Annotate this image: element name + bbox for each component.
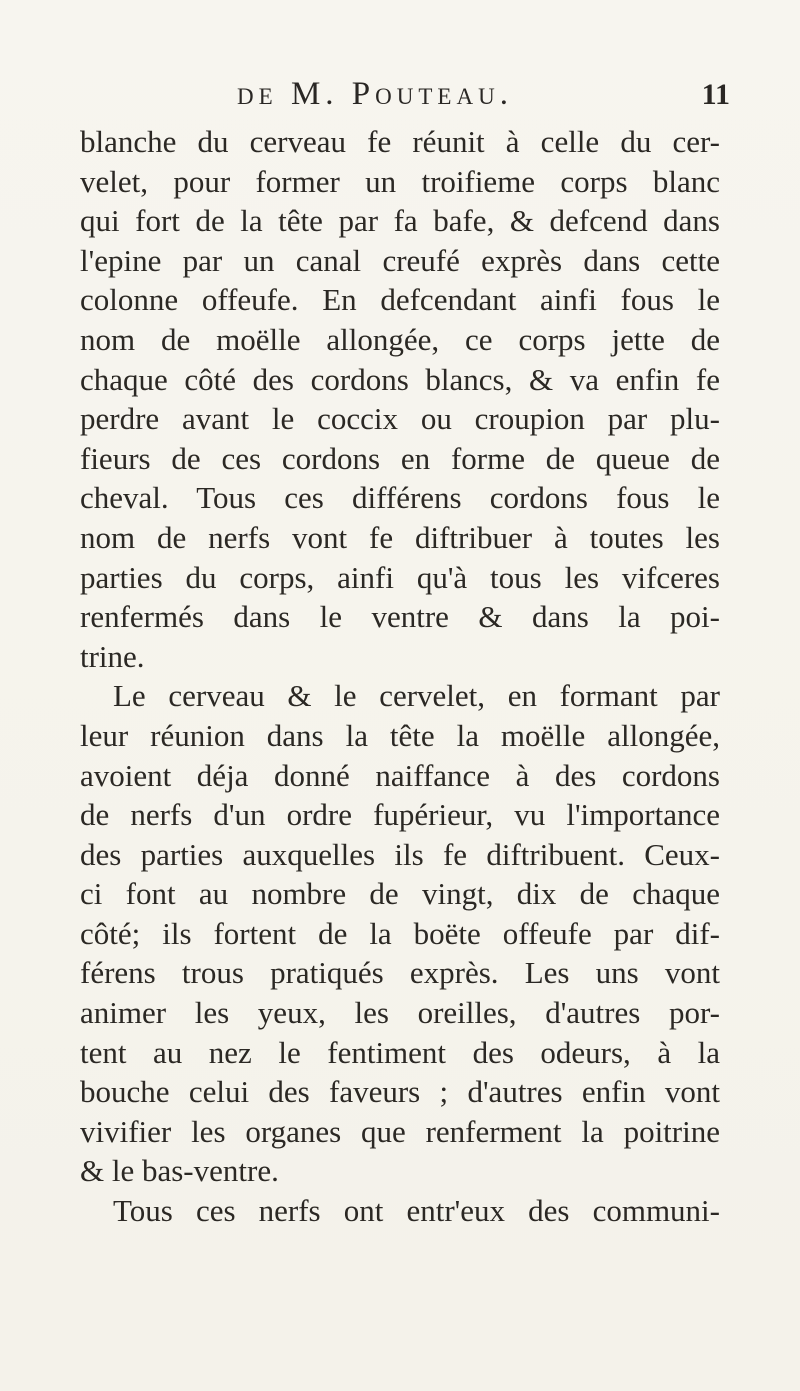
running-title: de M. Pouteau.	[237, 76, 513, 112]
text-line: & le bas-ventre.	[80, 1153, 279, 1189]
text-line: des parties auxquelles ils fe diftribuent. Ceux-	[80, 836, 720, 872]
page-number: 11	[701, 78, 730, 111]
text-line: nom de moëlle allongée, ce corps jette de	[80, 321, 720, 357]
text-line: bouche celui des faveurs ; d'autres enfin vont	[80, 1074, 720, 1110]
text-line: leur réunion dans la tête la moëlle allongée,	[80, 717, 720, 753]
text-line: parties du corps, ainfi qu'à tous les vifceres	[80, 559, 720, 595]
text-line: qui fort de la tête par fa bafe, & defcend dans	[80, 203, 720, 239]
text-line: blanche du cerveau fe réunit à celle du cer-	[80, 124, 720, 159]
text-line: Tous ces nerfs ont entr'eux des communi-	[113, 1193, 720, 1229]
text-line: Le cerveau & le cervelet, en formant par	[113, 678, 720, 714]
text-line: chaque côté des cordons blancs, & va enfin fe	[80, 361, 720, 397]
text-line: perdre avant le coccix ou croupion par plu-	[80, 401, 720, 437]
text-line: ci font au nombre de vingt, dix de chaque	[80, 876, 720, 912]
text-line: férens trous pratiqués exprès. Les uns vont	[80, 955, 720, 991]
text-line: animer les yeux, les oreilles, d'autres por-	[80, 995, 720, 1031]
text-line: l'epine par un canal creufé exprès dans cette	[80, 242, 720, 278]
text-line: tent au nez le fentiment des odeurs, à la	[80, 1034, 720, 1070]
text-line: velet, pour former un troifieme corps blanc	[80, 163, 720, 199]
text-line: vivifier les organes que renferment la poitrine	[80, 1113, 720, 1149]
text-line: côté; ils fortent de la boëte offeufe par dif-	[80, 915, 720, 951]
text-line: nom de nerfs vont fe diftribuer à toutes les	[80, 519, 720, 555]
running-head	[100, 76, 730, 120]
text-line: colonne offeufe. En defcendant ainfi fous le	[80, 282, 720, 318]
body-text	[80, 122, 720, 1231]
text-line: trine.	[80, 638, 145, 674]
text-line: de nerfs d'un ordre fupérieur, vu l'importance	[80, 797, 720, 833]
text-line: renfermés dans le ventre & dans la poi-	[80, 599, 720, 635]
text-line: avoient déja donné naiffance à des cordons	[80, 757, 720, 793]
text-line: cheval. Tous ces différens cordons fous le	[80, 480, 720, 516]
text-line: fieurs de ces cordons en forme de queue de	[80, 440, 720, 476]
